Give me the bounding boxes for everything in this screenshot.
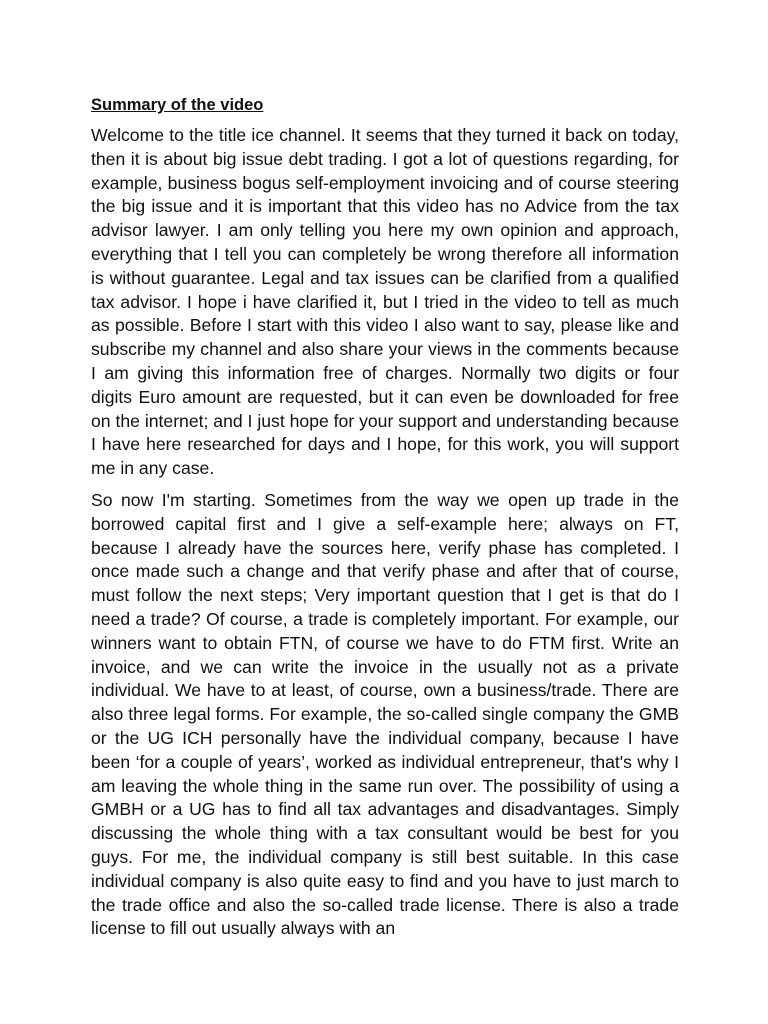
document-heading: Summary of the video [91, 96, 264, 114]
paragraph-intro: Welcome to the title ice channel. It seems that they turned it back on today, then it is about big issue debt trading. I got a lot of questions regarding, for example, business bogus self-employment invoicing and of course steering the big issue and it is important that this video has no Advice from the tax advisor lawyer. I am only telling you here my own opinion and approach, everything that I tell you can completely be wrong therefore all information is without guarantee. Legal and tax issues can be clarified from a qualified tax advisor. I hope i have clarified it, but I tried in the video to tell as much as possible. Before I start with this video I also want to say, please like and subscribe my channel and also share your views in the comments because I am giving this information free of charges. Normally two digits or four digits Euro amount are requested, but it can even be downloaded for free on the internet; and I just hope for your support and understanding because I have here researched for days and I hope, for this work, you will support me in any case. [91, 125, 679, 479]
paragraph-trade: So now I'm starting. Sometimes from the way we open up trade in the borrowed capital first and I give a self-example here; always on FT, because I already have the sources here, verify phase has completed. I once made such a change and that verify phase and after that of course, must follow the next steps; Very important question that I get is that do I need a trade? Of course, a trade is completely important. For example, our winners want to obtain FTN, of course we have to do FTM first. Write an invoice, and we can write the invoice in the usually not as a private individual. We have to at least, of course, own a business/trade. There are also three legal forms. For example, the so-called single company the GMB or the UG ICH personally have the individual company, because I have been ‘for a couple of years’, worked as individual entrepreneur, that's why I am leaving the whole thing in the same run over. The possibility of using a GMBH or a UG has to find all tax advantages and disadvantages. Simply discussing the whole thing with a tax consultant would be best for you guys. For me, the individual company is still best suitable. In this case individual company is also quite easy to find and you have to just march to the trade office and also the so-called trade license. There is also a trade license to fill out usually always with an [91, 489, 679, 939]
document-body [91, 94, 679, 949]
